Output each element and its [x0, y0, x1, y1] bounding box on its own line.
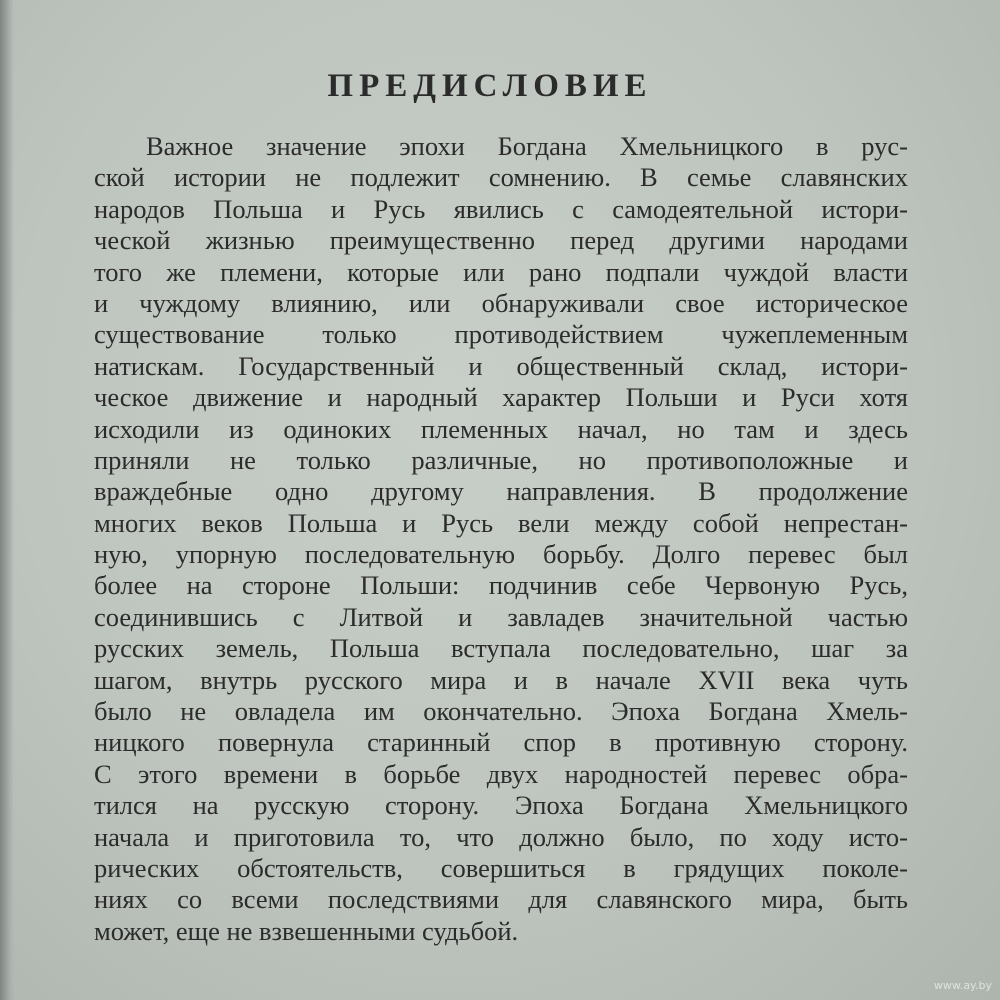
text-line: соединившись с Литвой и завладев значительной частью: [94, 601, 908, 632]
text-line: народов Польша и Русь явились с самодеятельной истори-: [94, 193, 908, 224]
text-line: тился на русскую сторону. Эпоха Богдана Хмельницкого: [94, 790, 908, 821]
page-title: ПРЕДИСЛОВИЕ: [327, 68, 653, 104]
text-line: приняли не только различные, но противоположные и: [94, 444, 908, 475]
text-line: рических обстоятельств, совершиться в грядущих поколе-: [94, 852, 908, 883]
text-line: Важное значение эпохи Богдана Хмельницкого в рус-: [146, 131, 908, 161]
text-line: ческой жизнью преимущественно перед другими народами: [94, 225, 908, 256]
text-line: ницкого повернула старинный спор в противную сторону.: [94, 727, 908, 758]
text-line: было не овладела им окончательно. Эпоха Богдана Хмель-: [94, 696, 908, 727]
text-line: натискам. Государственный и общественный склад, истори-: [94, 350, 908, 381]
page-binding-edge: [0, 0, 14, 1000]
text-line: может, еще не взвешенными судьбой.: [94, 915, 519, 946]
text-line: ную, упорную последовательную борьбу. Долго перевес был: [94, 539, 908, 570]
text-line: существование только противодействием чужеплеменным: [94, 319, 908, 350]
text-line: С этого времени в борьбе двух народностей перевес обра-: [94, 758, 908, 789]
text-line: ской истории не подлежит сомнению. В семье славянских: [94, 162, 908, 193]
text-line: многих веков Польша и Русь вели между собой непрестан-: [94, 507, 908, 538]
text-line: ческое движение и народный характер Польши и Руси хотя: [94, 382, 908, 413]
text-line: ниях со всеми последствиями для славянского мира, быть: [94, 884, 908, 915]
text-line: того же племени, которые или рано подпали чуждой власти: [94, 256, 908, 287]
watermark: www.ay.by: [933, 979, 992, 992]
text-line: и чуждому влиянию, или обнаруживали свое историческое: [94, 287, 908, 318]
text-line: шагом, внутрь русского мира и в начале XVII века чуть: [94, 664, 908, 695]
text-line: более на стороне Польши: подчинив себе Червоную Русь,: [94, 570, 908, 601]
text-line: враждебные одно другому направления. В продолжение: [94, 476, 908, 507]
text-line: исходили из одиноких племенных начал, но там и здесь: [94, 413, 908, 444]
preface-paragraph: [94, 131, 908, 947]
text-line: русских земель, Польша вступала последовательно, шаг за: [94, 633, 908, 664]
text-line: начала и приготовила то, что должно было, по ходу исто-: [94, 821, 908, 852]
